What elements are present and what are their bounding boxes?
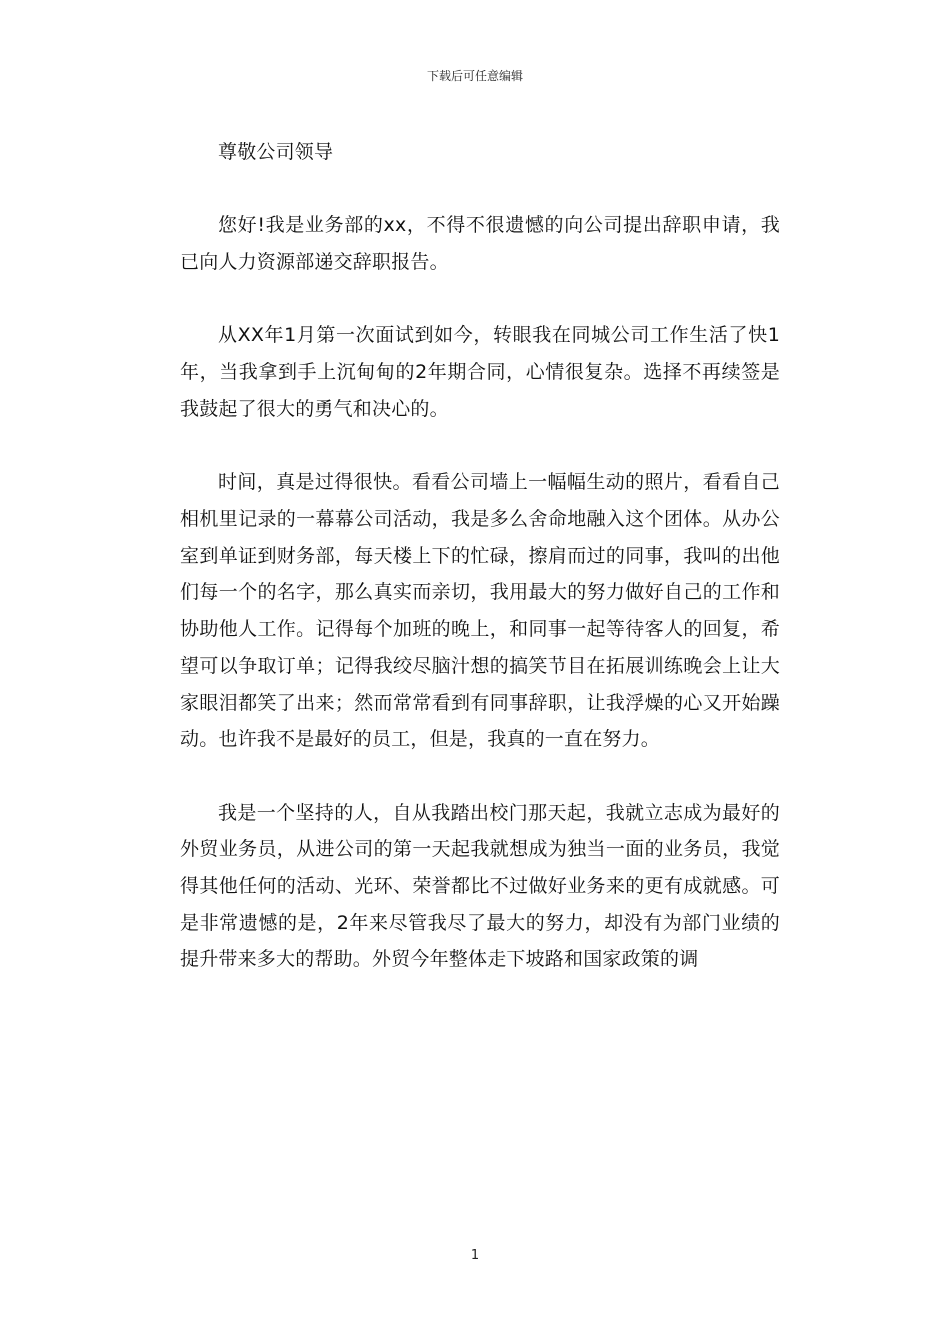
page-number: 1: [470, 1248, 480, 1263]
salutation: 尊敬公司领导: [218, 141, 334, 163]
header-note: 下载后可任意编辑: [426, 69, 523, 83]
paragraph-contract: 从XX年1月第一次面试到如今，转眼我在同城公司工作生活了快1年，当我拿到手上沉甸甸的2年期合同，心情很复杂。选择不再续签是我鼓起了很大的勇气和决心的。: [180, 324, 780, 420]
paragraph-memories: 时间，真是过得很快。看看公司墙上一幅幅生动的照片，看看自己相机里记录的一幕幕公司活动，我是多么舍命地融入这个团体。从办公室到单证到财务部，每天楼上下的忙碌，擦肩而过的同事，我叫的出他们每一个的名字，那么真实而亲切，我用最大的努力做好自己的工作和协助他人工作。记得每个加班的晚上，和同事一起等待客人的回复，希望可以争取订单；记得我绞尽脑汁想的搞笑节目在拓展训练晚会上让大家眼泪都笑了出来；然而常常看到有同事辞职，让我浮燥的心又开始躁动。也许我不是最好的员工，但是，我真的一直在努力。: [180, 471, 780, 751]
letter-body: [180, 134, 780, 1015]
paragraph-greeting: 您好!我是业务部的xx，不得不很遗憾的向公司提出辞职申请，我已向人力资源部递交辞职报告。: [180, 214, 780, 274]
paragraph-persistence: 我是一个坚持的人，自从我踏出校门那天起，我就立志成为最好的外贸业务员，从进公司的第一天起我就想成为独当一面的业务员，我觉得其他任何的活动、光环、荣誉都比不过做好业务来的更有成就感。可是非常遗憾的是，2年来尽管我尽了最大的努力，却没有为部门业绩的提升带来多大的帮助。外贸今年整体走下坡路和国家政策的调: [180, 801, 780, 971]
